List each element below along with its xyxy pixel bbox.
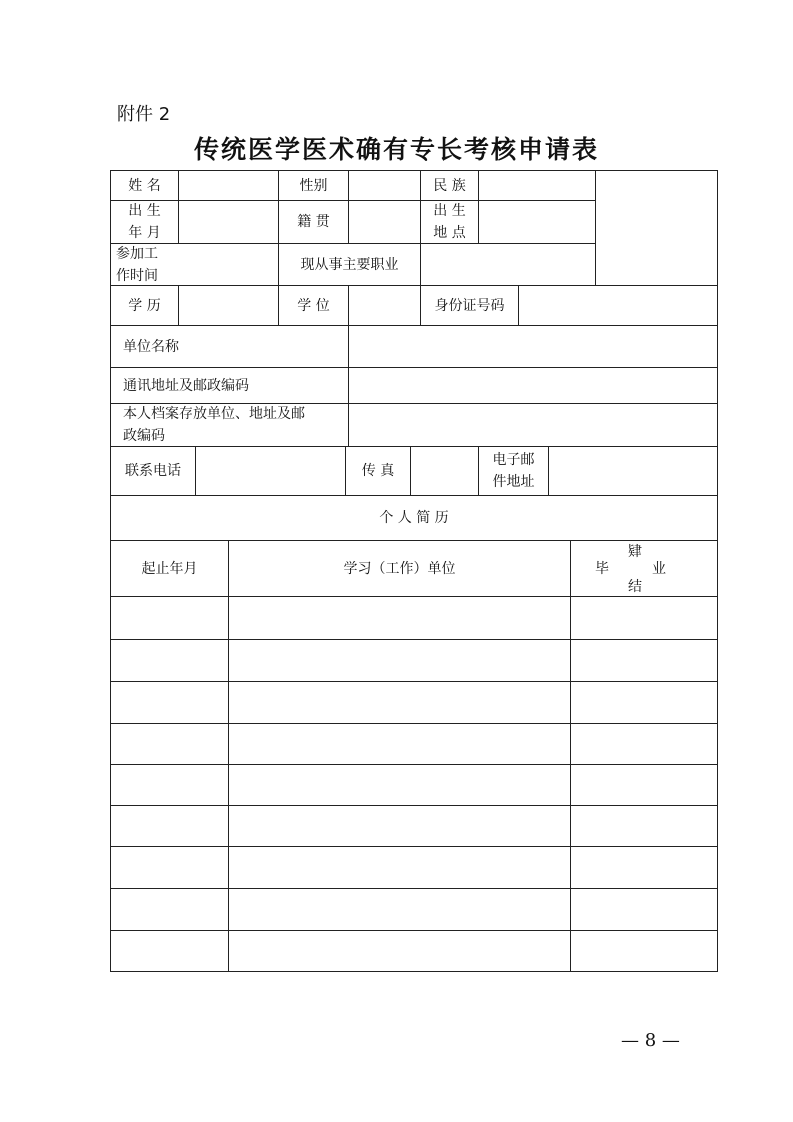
col-grad-top: 肄 (628, 544, 642, 560)
label-education: 学 历 (128, 297, 161, 314)
resume-heading: 个 人 简 历 (379, 510, 449, 526)
resume-row-2[interactable] (111, 640, 717, 681)
resume-row-9[interactable] (111, 931, 717, 971)
label-phone: 联系电话 (125, 463, 181, 479)
label-address: 通讯地址及邮政编码 (123, 377, 249, 394)
label-email (479, 447, 548, 495)
label-degree: 学 位 (297, 297, 330, 314)
label-birth-date-line2: 年 月 (128, 225, 161, 241)
label-employer: 单位名称 (123, 338, 179, 355)
gender-value[interactable] (349, 171, 420, 200)
label-email-line1: 电子邮 (492, 452, 535, 468)
birth-place-value[interactable] (479, 201, 595, 243)
address-value[interactable] (349, 368, 717, 403)
application-form-table (110, 170, 718, 972)
photo-box[interactable] (596, 171, 717, 285)
birth-date-value[interactable] (179, 201, 278, 243)
work-start-value[interactable] (179, 244, 278, 285)
col-period-header: 起止年月 (141, 560, 198, 577)
form-title: 传统医学医术确有专长考核申请表 (193, 135, 599, 164)
col-grad-right: 业 (652, 561, 666, 577)
col-grad-bottom: 结 (628, 579, 642, 595)
occupation-value[interactable] (421, 244, 595, 285)
ethnicity-value[interactable] (479, 171, 595, 200)
col-graduation-header (571, 541, 717, 596)
label-archive-line1: 本人档案存放单位、地址及邮 (123, 406, 305, 422)
label-fax: 传 真 (361, 463, 395, 479)
education-value[interactable] (179, 286, 278, 325)
label-archive (123, 404, 347, 446)
col-unit-header: 学习（工作）单位 (343, 560, 456, 577)
label-birth-date (111, 201, 178, 243)
label-occupation: 现从事主要职业 (300, 256, 399, 273)
label-id-number: 身份证号码 (434, 297, 505, 314)
label-birth-date-line1: 出 生 (128, 203, 161, 219)
label-work-start-line1: 参加工 (116, 245, 158, 262)
table-line (717, 170, 718, 972)
archive-value[interactable] (349, 404, 717, 446)
employer-value[interactable] (349, 326, 717, 367)
label-birth-place (421, 201, 478, 243)
native-place-value[interactable] (349, 201, 420, 243)
resume-row-3[interactable] (111, 682, 717, 723)
name-value[interactable] (179, 171, 278, 200)
label-ethnicity: 民 族 (433, 177, 466, 194)
degree-value[interactable] (349, 286, 420, 325)
label-work-start-line2: 作时间 (116, 267, 158, 284)
resume-row-7[interactable] (111, 847, 717, 888)
fax-value[interactable] (411, 447, 478, 495)
col-grad-left: 毕 (595, 561, 609, 577)
label-birth-place-line2: 地 点 (433, 225, 466, 241)
resume-row-1[interactable] (111, 597, 717, 639)
resume-row-4[interactable] (111, 724, 717, 764)
label-archive-line2: 政编码 (123, 428, 165, 444)
id-number-value[interactable] (519, 286, 717, 325)
label-email-line2: 件地址 (492, 474, 535, 490)
phone-value[interactable] (196, 447, 345, 495)
attachment-label: 附件 2 (117, 104, 171, 125)
label-gender: 性别 (299, 177, 328, 194)
table-line (110, 971, 718, 972)
label-name: 姓 名 (128, 177, 161, 194)
label-birth-place-line1: 出 生 (433, 203, 466, 219)
label-native-place: 籍 贯 (297, 214, 330, 230)
email-value[interactable] (549, 447, 717, 495)
page-number: — 8 — (621, 1030, 680, 1051)
resume-row-8[interactable] (111, 889, 717, 930)
resume-row-6[interactable] (111, 806, 717, 846)
resume-row-5[interactable] (111, 765, 717, 805)
